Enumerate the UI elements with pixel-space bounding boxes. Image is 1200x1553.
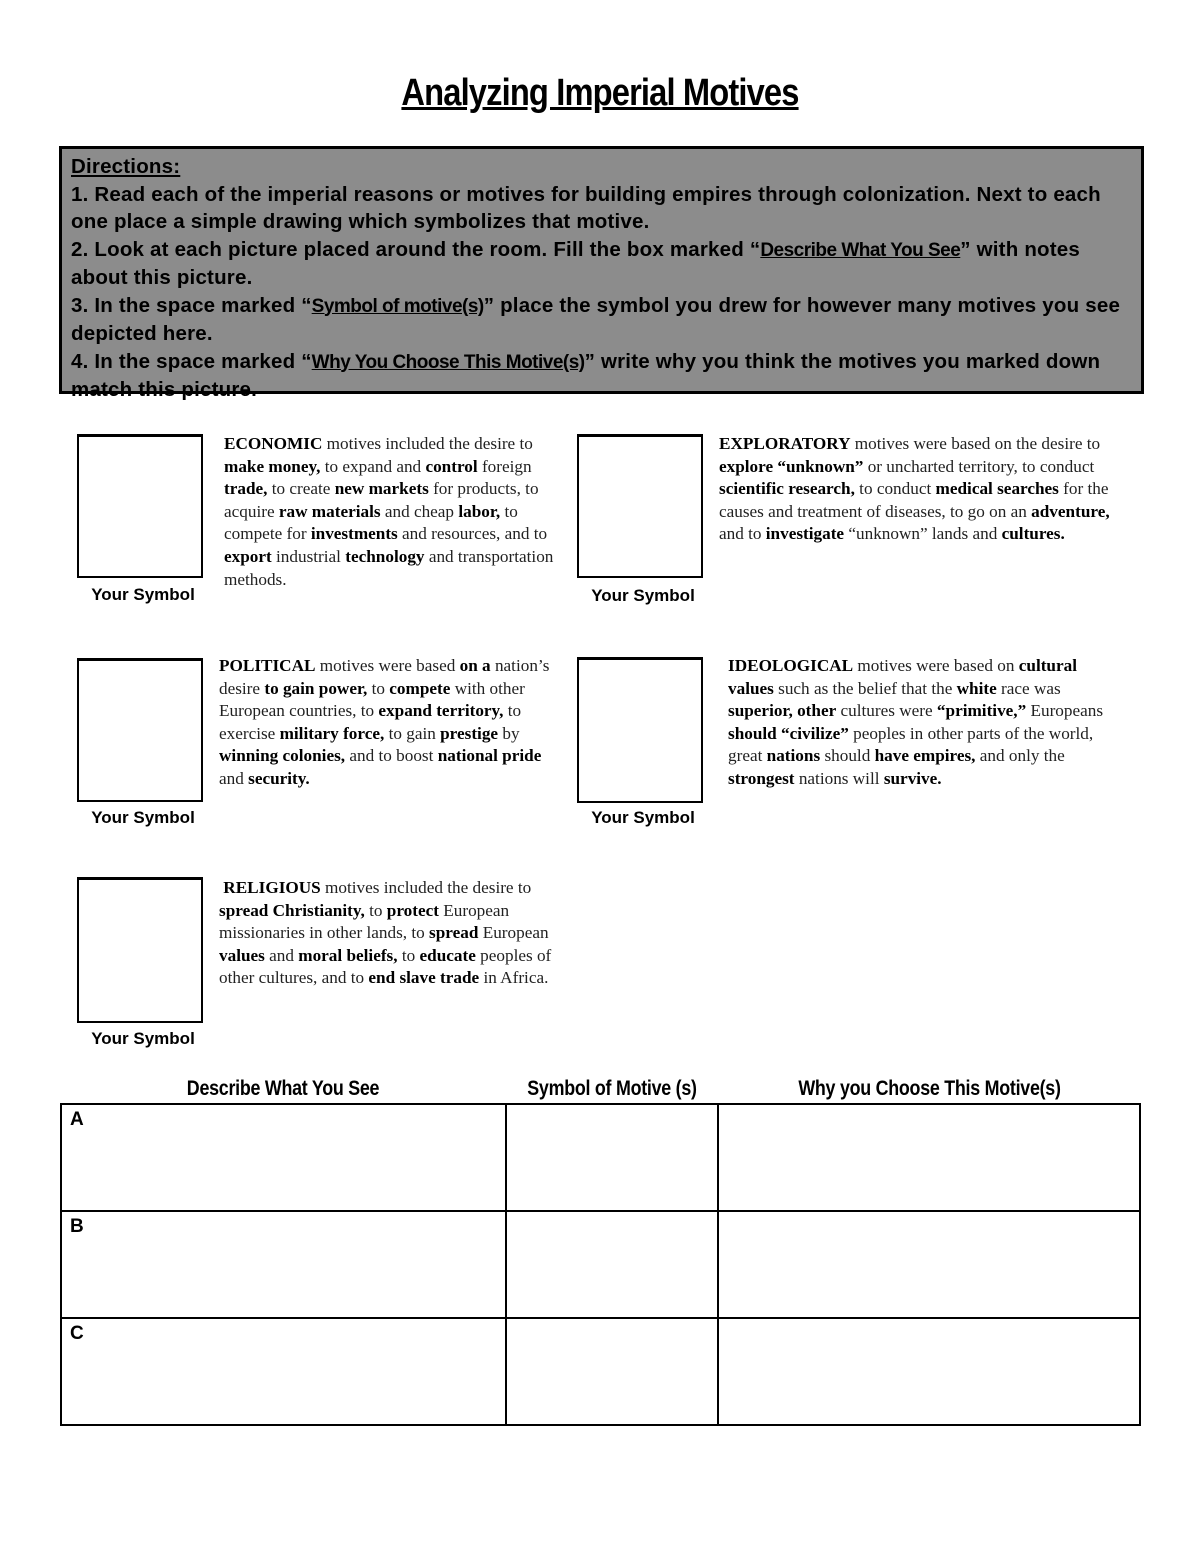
exploratory-symbol-label: Your Symbol <box>591 586 695 605</box>
describe-cell-a[interactable] <box>61 1104 506 1211</box>
economic-symbol-label: Your Symbol <box>91 585 195 604</box>
why-cell-c[interactable] <box>718 1318 1140 1425</box>
political-motive-text: POLITICAL motives were based on a nation’s desire to gain power, to compete with other European countries, to expand territory, to exercise military force, to gain prestige by winning colonies, and to boost national pride and security. <box>219 656 550 788</box>
describe-cell-b[interactable] <box>61 1211 506 1318</box>
ideological-symbol-box[interactable] <box>577 657 703 803</box>
why-ref: Why You Choose This Motive(s) <box>311 351 585 373</box>
describe-ref: Describe What You See <box>760 239 961 261</box>
economic-symbol-box[interactable] <box>77 434 203 578</box>
row-label: A <box>70 1109 84 1130</box>
political-symbol-box[interactable] <box>77 658 203 802</box>
ideological-symbol-label: Your Symbol <box>591 808 695 827</box>
direction-step-4: 4. In the space marked “Why You Choose This Motive(s)” write why you think the motives you marked down match this picture. <box>71 349 1101 401</box>
table-row <box>61 1211 1140 1318</box>
table-row <box>61 1318 1140 1425</box>
describe-cell-c[interactable] <box>61 1318 506 1425</box>
religious-symbol-label: Your Symbol <box>91 1029 195 1048</box>
direction-step-1: 1. Read each of the imperial reasons or motives for building empires through colonization. Next to each one place a simple drawing which symbolizes that motive. <box>71 182 1101 233</box>
row-label: B <box>70 1216 84 1237</box>
political-symbol-label: Your Symbol <box>91 808 195 827</box>
religious-motive-text: RELIGIOUS motives included the desire to spread Christianity, to protect European missionaries in other lands, to spread European values and moral beliefs, to educate peoples of other cultures, and to end slave trade in Africa. <box>219 878 552 988</box>
header-symbol: Symbol of Motive (s) <box>527 1077 697 1100</box>
direction-step-2: 2. Look at each picture placed around the room. Fill the box marked “Describe What You See” with notes about this picture. <box>71 237 1081 289</box>
directions-panel <box>59 146 1144 401</box>
page-title: Analyzing Imperial Motives <box>401 72 799 114</box>
directions-heading: Directions: <box>71 155 181 178</box>
symbol-ref: Symbol of motive(s) <box>311 295 484 317</box>
exploratory-symbol-box[interactable] <box>577 434 703 578</box>
economic-motive-text: ECONOMIC motives included the desire to make money, to expand and control foreign trade, to create new markets for products, to acquire raw materials and cheap labor, to compete for investments and resources, and to export industrial technology and transportation methods. <box>224 434 554 589</box>
why-cell-a[interactable] <box>718 1104 1140 1211</box>
table-row <box>61 1104 1140 1211</box>
header-why: Why you Choose This Motive(s) <box>798 1077 1061 1100</box>
response-table <box>60 1103 1141 1426</box>
symbol-cell-b[interactable] <box>506 1211 718 1318</box>
why-cell-b[interactable] <box>718 1211 1140 1318</box>
symbol-cell-a[interactable] <box>506 1104 718 1211</box>
direction-step-3: 3. In the space marked “Symbol of motive(s)” place the symbol you drew for however many motives you see depicted here. <box>71 293 1121 345</box>
symbol-cell-c[interactable] <box>506 1318 718 1425</box>
header-describe: Describe What You See <box>186 1077 380 1100</box>
row-label: C <box>70 1323 84 1344</box>
ideological-motive-text: IDEOLOGICAL motives were based on cultural values such as the belief that the white race was superior, other cultures were “primitive,” Europeans should “civilize” peoples in other parts of the world, great nations should have empires, and only the strongest nations will survive. <box>728 656 1104 788</box>
religious-symbol-box[interactable] <box>77 877 203 1023</box>
exploratory-motive-text: EXPLORATORY motives were based on the desire to explore “unknown” or uncharted territory, to conduct scientific research, to conduct medical searches for the causes and treatment of diseases, to go on an adventure, and to investigate “unknown” lands and cultures. <box>719 434 1110 544</box>
